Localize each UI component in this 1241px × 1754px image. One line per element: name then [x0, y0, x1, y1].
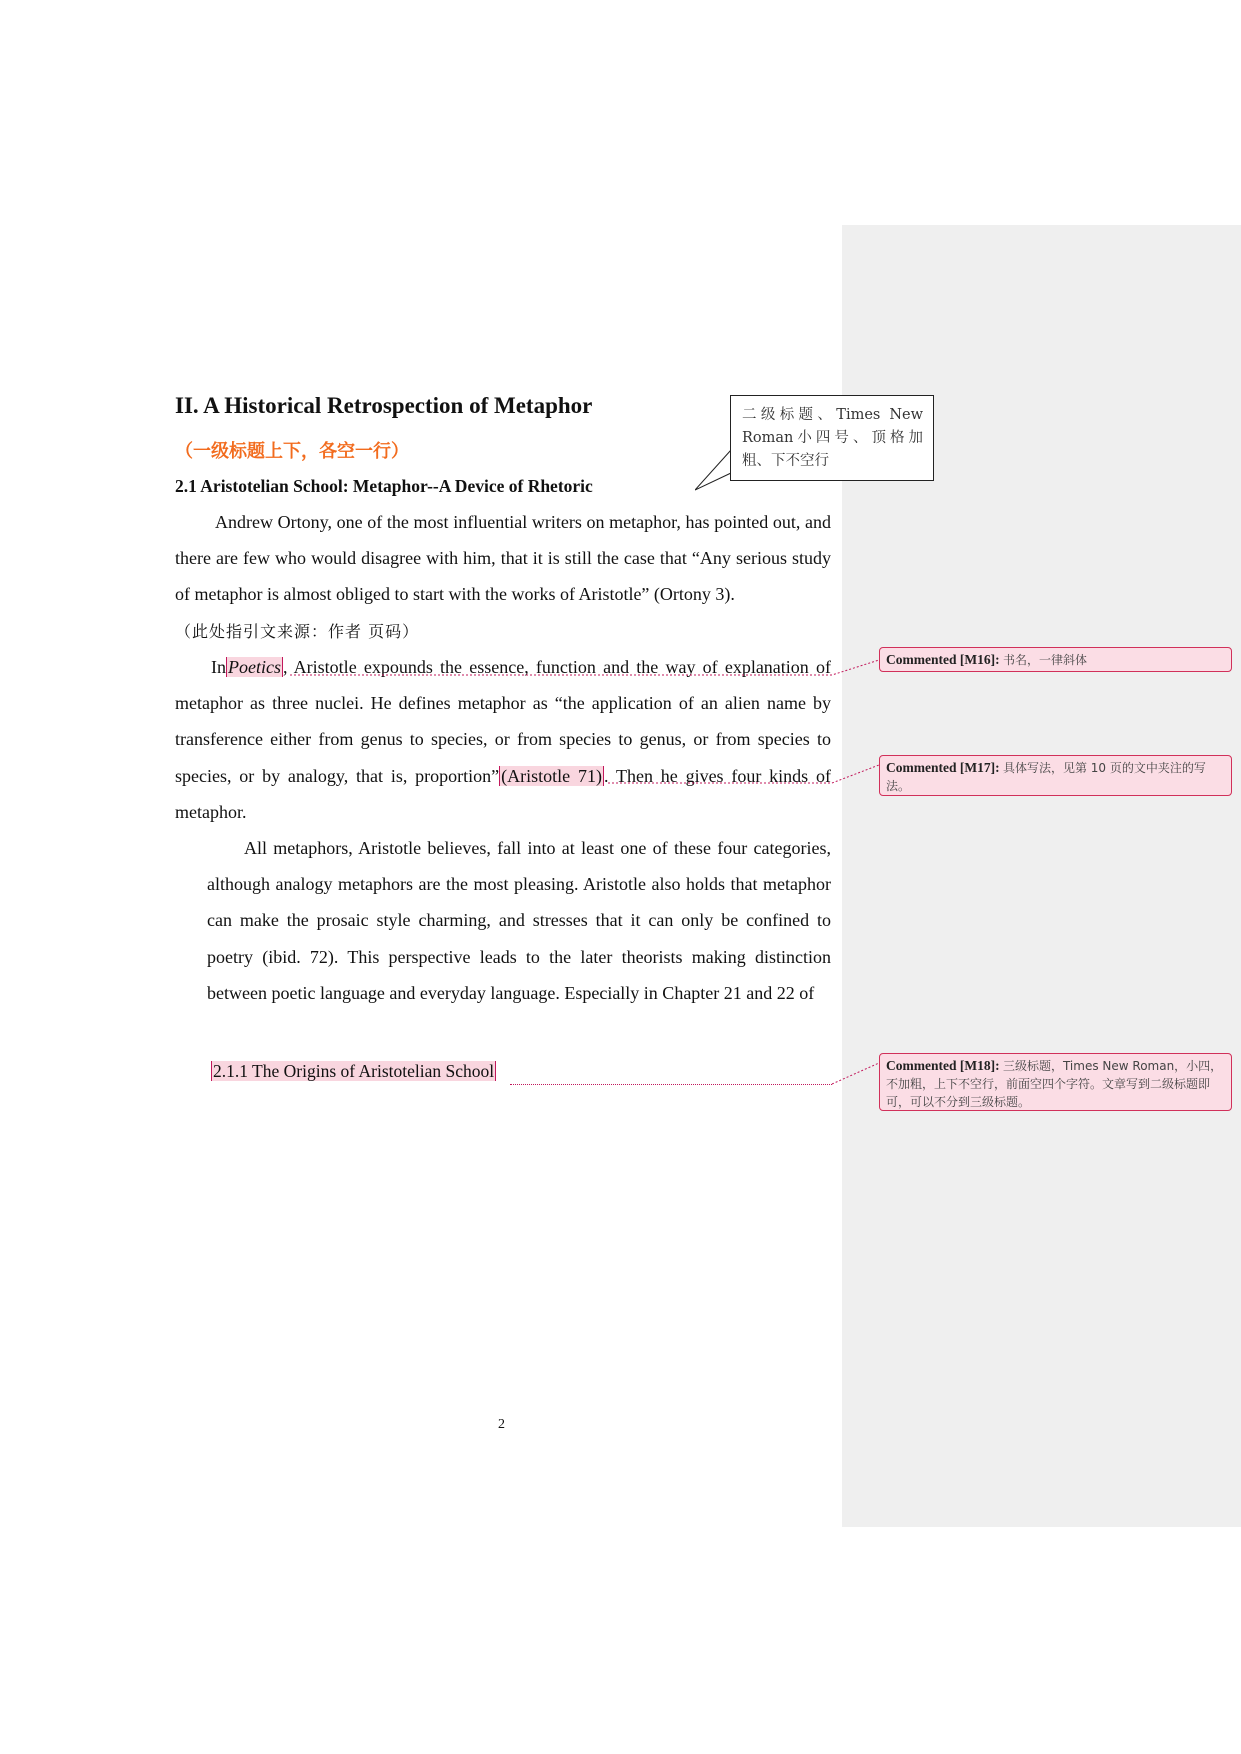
paragraph-lead: In	[211, 657, 226, 677]
comment-label: Commented [M17]:	[886, 760, 1000, 775]
paragraph-tail: . Then he gives four kinds of metaphor.	[175, 765, 831, 822]
comment-m17[interactable]	[879, 755, 1232, 796]
comment-label: Commented [M16]:	[886, 652, 1000, 667]
commented-heading3: 2.1.1 The Origins of Aristotelian School	[213, 1061, 495, 1081]
format-callout[interactable]	[730, 395, 934, 481]
subsection-heading: 2.1 Aristotelian School: Metaphor--A Device of Rhetoric	[175, 476, 593, 496]
citation-note: （此处指引文来源：作者 页码）	[175, 621, 420, 641]
paragraph-categories	[207, 830, 831, 1011]
subsubsection-heading[interactable]	[211, 1061, 496, 1082]
callout-text: 二级标题、Times New Roman小四号、顶格加粗、下不空行	[742, 407, 923, 469]
comment-text: 书名，一律斜体	[1002, 653, 1087, 667]
page-number: 2	[498, 1417, 505, 1432]
paragraph-text: All metaphors, Aristotle believes, fall into at least one of these four categories, although analogy metaphors are the most pleasing. Aristotle also holds that metaphor can make the prosaic style charming, and stresses that it can only be confined to poetry (ibid. 72). This perspective leads to the later theorists making distinction between poetic language and everyday language. Especially in Chapter 21 and 22 of	[207, 838, 831, 1003]
heading-format-note: （一级标题上下，各空一行）	[175, 441, 409, 462]
paragraph-body: , Aristotle expounds the essence, function and the way of explanation of metaphor as three nuclei. He defines metaphor as “the application of an alien name by transference either from genus to species, or from species to genus, or from species to species, or by analogy, that is, proportion”	[175, 657, 831, 786]
comment-text: 三级标题，Times New Roman，小四，不加粗，上下不空行，前面空四个字符。文章写到二级标题即可，可以不分到三级标题。	[886, 1059, 1223, 1109]
comment-text: 具体写法，见第 10 页的文中夹注的写法。	[886, 761, 1206, 793]
paragraph-poetics	[175, 649, 831, 830]
comment-m16[interactable]	[879, 647, 1232, 672]
commented-citation[interactable]: (Aristotle 71)	[501, 765, 602, 786]
section-heading: II. A Historical Retrospection of Metaphor	[175, 393, 593, 418]
comment-anchor-line	[510, 1084, 832, 1085]
comment-m18[interactable]	[879, 1053, 1232, 1111]
comment-label: Commented [M18]:	[886, 1058, 1000, 1073]
book-title: Poetics	[228, 657, 281, 677]
paragraph-ortony	[175, 504, 831, 650]
paragraph-text: Andrew Ortony, one of the most influential writers on metaphor, has pointed out, and there are few who would disagree with him, that it is still the case that “Any serious study of metaphor is almost obliged to start with the works of Aristotle” (Ortony 3).	[175, 512, 831, 605]
commented-book-title[interactable]	[226, 657, 283, 677]
